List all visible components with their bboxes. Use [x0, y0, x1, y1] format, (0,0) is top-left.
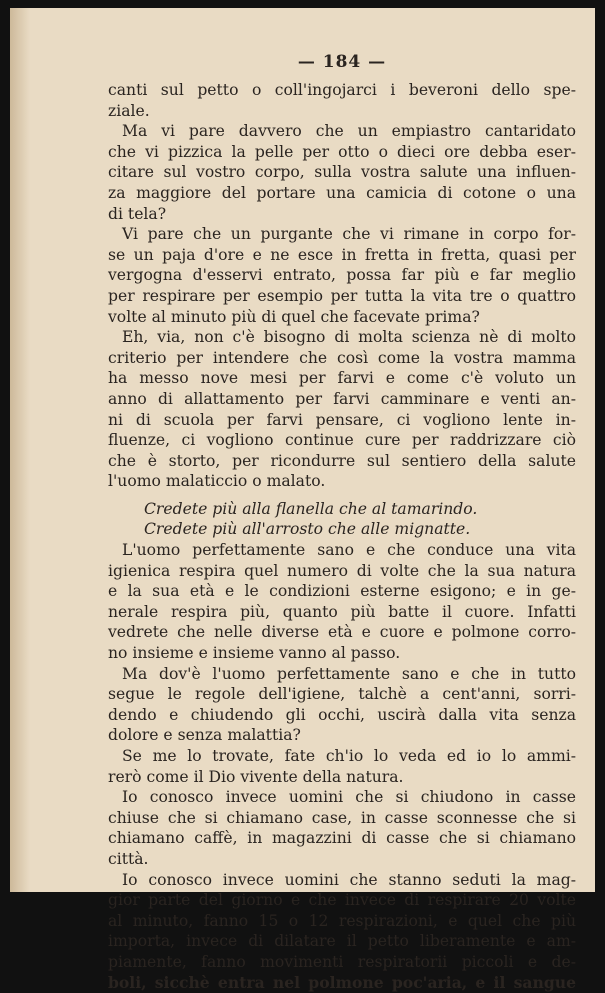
- text-line: fluenze, ci vogliono continue cure per raddrizzare ciò: [108, 431, 576, 450]
- text-line: rerò come il Dio vivente della natura.: [108, 767, 404, 786]
- text-line: canti sul petto o coll'ingojarci i beveroni dello spe-: [108, 81, 576, 99]
- text-line: igienica respira quel numero di volte che la sua natura: [108, 561, 576, 580]
- text-line: l'uomo malaticcio o malato.: [108, 472, 326, 491]
- text-line: Io conosco invece uomini che stanno seduti la mag-: [122, 870, 576, 889]
- paragraph-5: [108, 540, 576, 664]
- text-line: al minuto, fanno 15 o 12 respirazioni, e quel che più: [108, 911, 576, 930]
- text-line: volte al minuto più di quel che facevate prima?: [108, 307, 480, 326]
- paragraph-1: [108, 80, 576, 121]
- text-line: Ma vi pare davvero che un empiastro cantaridato: [122, 122, 576, 141]
- text-line: Se me lo trovate, fate ch'io lo veda ed io lo ammi-: [122, 747, 576, 765]
- text-line: gior parte del giorno e che invece di respirare 20 volte: [108, 891, 576, 910]
- text-line: dendo e chiudendo gli occhi, uscirà dalla vita senza: [108, 705, 576, 724]
- text-line: vedrete che nelle diverse età e cuore e polmone corro-: [108, 623, 576, 642]
- paragraph-7: [108, 746, 576, 787]
- text-line: vergogna d'esservi entrato, possa far più e far meglio: [108, 266, 576, 285]
- text-line: criterio per intendere che così come la vostra mamma: [108, 348, 576, 367]
- text-line: dolore e senza malattia?: [108, 726, 301, 745]
- text-line: Io conosco invece uomini che si chiudono in casse: [122, 788, 576, 807]
- text-line: chiamano caffè, in magazzini di casse che si chiamano: [108, 829, 576, 848]
- text-line: Vi pare che un purgante che vi rimane in corpo for-: [122, 225, 576, 244]
- paragraph-3: [108, 224, 576, 327]
- paragraph-6: [108, 664, 576, 746]
- text-line: città.: [108, 849, 149, 868]
- text-line: L'uomo perfettamente sano e che conduce una vita: [122, 541, 576, 560]
- paragraph-2: [108, 121, 576, 224]
- page-gutter-shadow: [10, 8, 30, 892]
- text-line: che è storto, per ricondurre sul sentiero della salute: [108, 451, 576, 470]
- motto-line: Credete più alla flanella che al tamarindo.: [144, 499, 478, 518]
- text-line: di tela?: [108, 204, 167, 223]
- text-line: citare sul vostro corpo, sulla vostra salute una influen-: [108, 163, 576, 182]
- text-line: Eh, via, non c'è bisogno di molta scienza nè di molto: [122, 328, 576, 347]
- text-line: importa, invece di dilatare il petto liberamente e am-: [108, 932, 576, 951]
- text-line: Ma dov'è l'uomo perfettamente sano e che in tutto: [122, 664, 576, 683]
- motto-line: Credete più all'arrosto che alle mignatte.: [144, 520, 471, 539]
- text-line: e la sua età e le condizioni esterne esigono; e in ge-: [108, 582, 576, 601]
- text-line: che vi pizzica la pelle per otto o dieci ore debba eser-: [108, 142, 576, 161]
- text-line: ni di scuola per farvi pensare, ci vogliono lente in-: [108, 410, 576, 429]
- text-line: no insieme e insieme vanno al passo.: [108, 644, 401, 663]
- text-line: anno di allattamento per farvi camminare e venti an-: [108, 389, 576, 408]
- text-line: per respirare per esempio per tutta la vita tre o quattro: [108, 286, 576, 305]
- italic-motto: [108, 499, 576, 540]
- text-line: se un paja d'ore e ne esce in fretta in fretta, quasi per: [108, 245, 576, 264]
- paragraph-9: [108, 870, 576, 993]
- text-line: segue le regole dell'igiene, talchè a cent'anni, sorri-: [108, 685, 576, 704]
- text-line: ziale.: [108, 101, 150, 120]
- text-line: boli, sicchè entra nel polmone poc'aria, e il sangue: [108, 972, 576, 992]
- text-line: chiuse che si chiamano case, in casse sconnesse che si: [108, 808, 576, 827]
- text-line: za maggiore del portare una camicia di cotone o una: [108, 183, 576, 202]
- paragraph-8: [108, 787, 576, 869]
- page-body: [108, 80, 576, 993]
- book-page: [10, 8, 595, 992]
- text-line: ha messo nove mesi per farvi e come c'è voluto un: [108, 369, 576, 388]
- text-line: nerale respira più, quanto più batte il cuore. Infatti: [108, 602, 576, 621]
- paragraph-4: [108, 327, 576, 492]
- text-line: piamente, fanno movimenti respiratorii piccoli e de-: [108, 952, 576, 971]
- page-number: — 184 —: [297, 52, 387, 72]
- section-gap: [108, 492, 576, 499]
